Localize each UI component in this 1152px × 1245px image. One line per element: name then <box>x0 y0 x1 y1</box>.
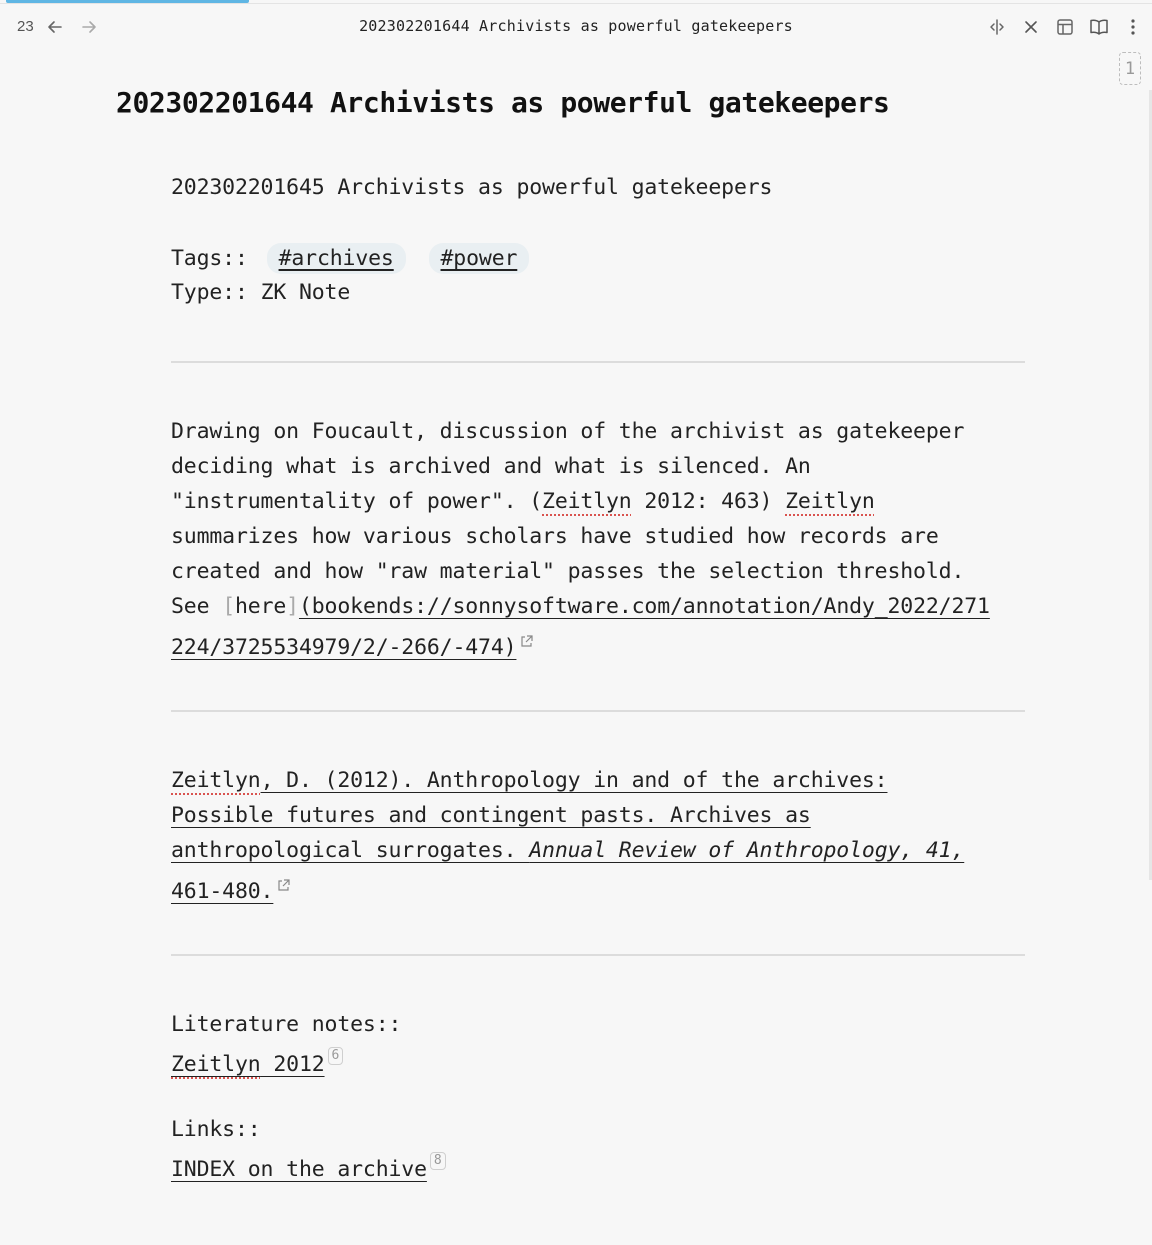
body-line-6 <box>171 594 990 619</box>
literature-label: Literature notes:: <box>171 1012 402 1037</box>
links-label: Links:: <box>171 1117 261 1142</box>
type-row <box>171 280 350 305</box>
external-link-icon <box>520 629 533 642</box>
external-link-url[interactable]: (bookends://sonnysoftware.com/annotation/Andy_2022/271 <box>298 594 990 619</box>
note-subtitle: 202302201645 Archivists as powerful gatekeepers <box>171 175 773 200</box>
more-vertical-icon[interactable] <box>1121 15 1145 39</box>
reference-link[interactable]: Possible futures and contingent pasts. Archives as <box>171 803 811 828</box>
reference-link[interactable]: anthropological surrogates. <box>171 838 530 863</box>
tag-power[interactable]: #power <box>429 243 530 274</box>
literature-link-row <box>171 1047 343 1077</box>
links-link-row <box>171 1152 446 1182</box>
backlink-count-badge: 6 <box>328 1047 344 1065</box>
type-label: Type:: <box>171 280 248 305</box>
tag-archives[interactable]: #archives <box>267 243 406 274</box>
close-icon[interactable] <box>1019 15 1043 39</box>
tags-row <box>171 243 533 274</box>
reference-author[interactable]: Zeitlyn <box>171 768 261 793</box>
window-title: 202302201644 Archivists as powerful gatekeepers <box>359 17 793 35</box>
reference-pages[interactable]: 461-480. <box>171 879 274 904</box>
layout-icon[interactable] <box>1053 15 1077 39</box>
divider-2 <box>171 710 1025 712</box>
reference-link[interactable]: , D. (2012). Anthropology in and of the archives: <box>260 768 888 793</box>
split-view-icon[interactable] <box>985 15 1009 39</box>
page-count-badge[interactable]: 1 <box>1119 52 1141 85</box>
literature-link[interactable] <box>171 1052 325 1077</box>
spellcheck-word: Zeitlyn <box>542 489 632 514</box>
body-line-4: summarizes how various scholars have studied how records are <box>171 524 939 549</box>
external-link-url-cont[interactable]: 224/3725534979/2/-266/-474) <box>171 635 517 660</box>
reference-line-3 <box>171 838 964 863</box>
book-open-icon[interactable] <box>1087 15 1111 39</box>
body-line-2: deciding what is archived and what is silenced. An <box>171 454 811 479</box>
markdown-bracket: [ <box>222 594 235 619</box>
body-line-5: created and how "raw material" passes the selection threshold. <box>171 559 965 584</box>
body-text: 2012: 463) <box>631 489 786 514</box>
divider-1 <box>171 361 1025 363</box>
body-text: See <box>171 594 223 619</box>
divider-3 <box>171 954 1025 956</box>
type-value: ZK Note <box>260 280 351 305</box>
tags-label: Tags:: <box>171 246 248 271</box>
body-line-3 <box>171 489 875 514</box>
body-line-7 <box>171 629 533 660</box>
reference-line-4 <box>171 873 290 904</box>
link-text-here[interactable]: here <box>234 594 287 619</box>
history-count: 23 <box>17 18 34 35</box>
internal-link-zeitlyn[interactable]: Zeitlyn <box>785 489 875 514</box>
literature-link-year: 2012 <box>260 1052 325 1077</box>
backlink-count-badge: 8 <box>430 1152 446 1170</box>
reference-line-1 <box>171 768 887 793</box>
body-text: "instrumentality of power". ( <box>171 489 543 514</box>
note-heading: 202302201644 Archivists as powerful gatekeepers <box>116 86 890 119</box>
title-bar <box>0 0 1152 54</box>
reference-journal[interactable]: Annual Review of Anthropology, 41, <box>529 838 965 863</box>
body-line-1: Drawing on Foucault, discussion of the archivist as gatekeeper <box>171 419 965 444</box>
markdown-bracket: ] <box>286 594 299 619</box>
literature-link-name: Zeitlyn <box>171 1052 261 1077</box>
reference-line-2 <box>171 803 811 828</box>
external-link-icon <box>277 873 290 886</box>
index-archive-link[interactable]: INDEX on the archive <box>171 1157 427 1182</box>
